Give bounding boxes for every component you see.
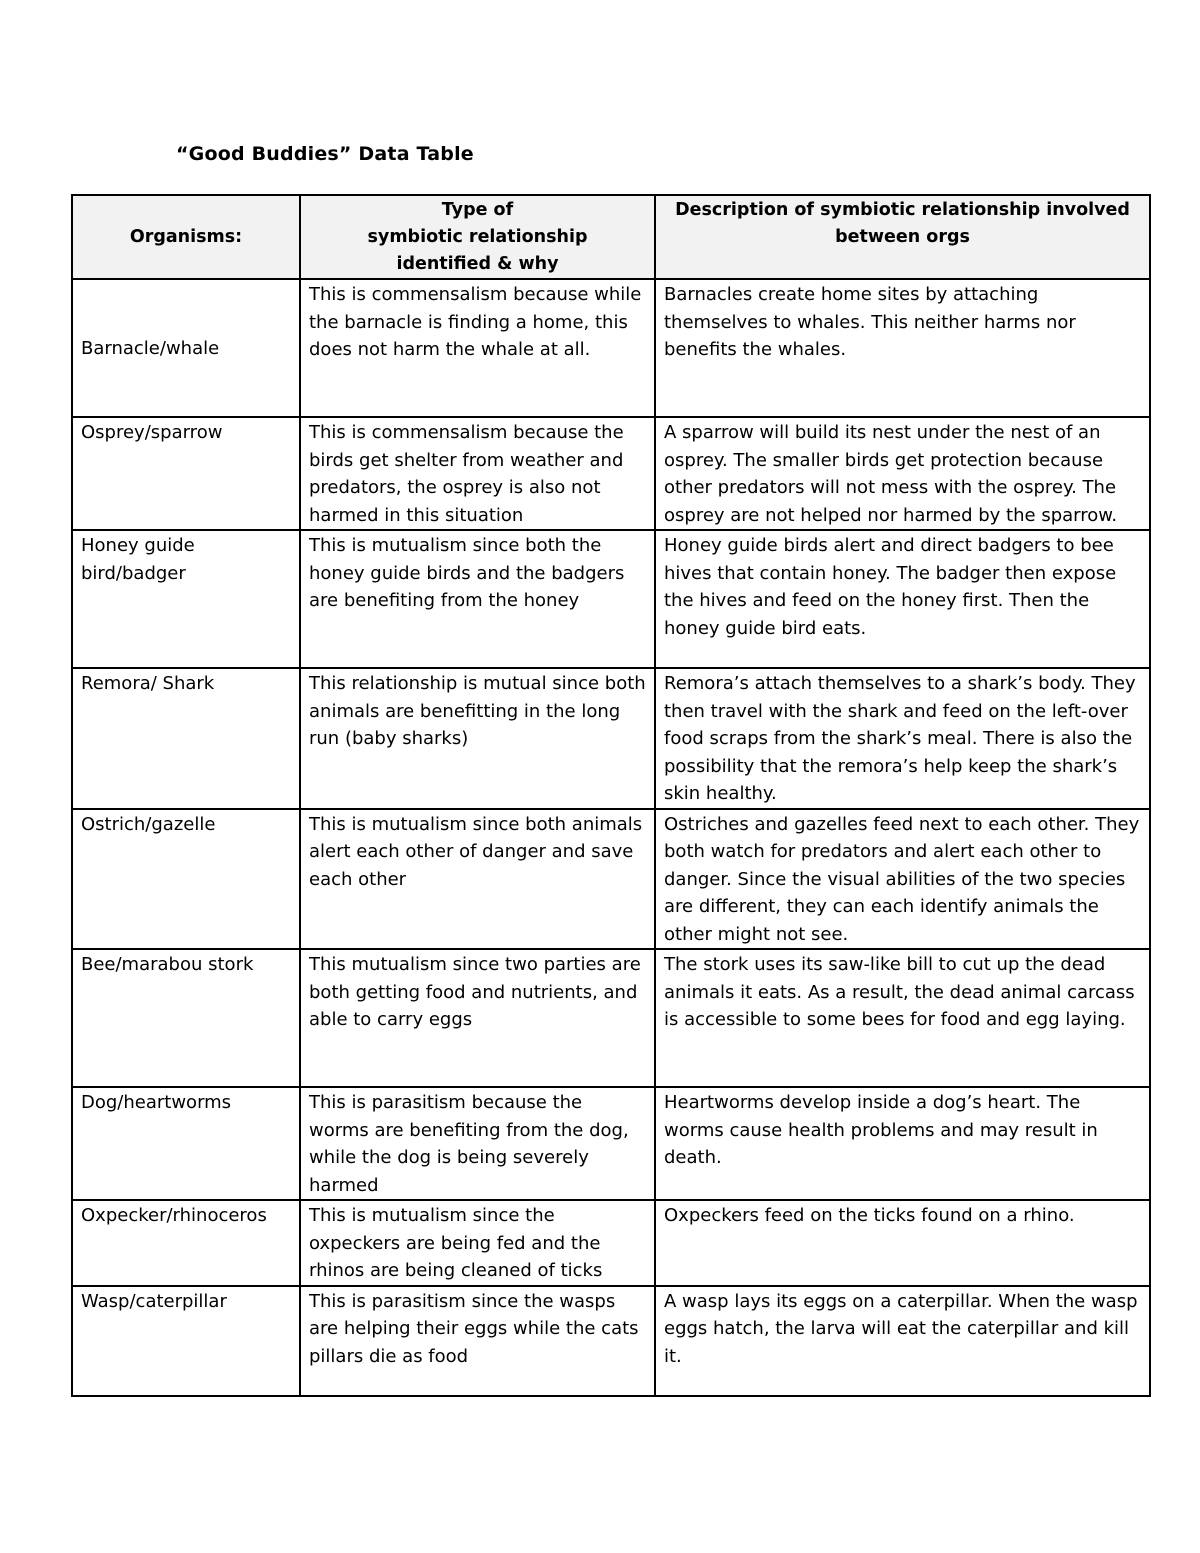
header-type-line: Type of (441, 200, 514, 220)
header-description (655, 195, 1150, 279)
page-title: “Good Buddies” Data Table (176, 143, 474, 165)
description-cell: Remora’s attach themselves to a shark’s body. They then travel with the shark and feed on the left-over food scraps from the shark’s meal. There is also the possibility that the remora’s help keep the shark’s skin healthy. (655, 668, 1150, 809)
type-cell: This is commensalism because while the barnacle is finding a home, this does not harm the whale at all. (300, 279, 655, 417)
table-row (72, 530, 1150, 668)
organisms-cell: Dog/heartworms (72, 1087, 300, 1200)
header-type-line: identified & why (396, 254, 559, 274)
header-type (300, 195, 655, 279)
organisms-cell: Remora/ Shark (72, 668, 300, 809)
header-description-line: Description of symbiotic relationship involved (675, 200, 1130, 220)
table-row (72, 949, 1150, 1087)
type-cell: This mutualism since two parties are both getting food and nutrients, and able to carry eggs (300, 949, 655, 1087)
header-type-line: symbiotic relationship (367, 227, 588, 247)
table-row (72, 279, 1150, 417)
table-row (72, 809, 1150, 950)
description-cell: A sparrow will build its nest under the nest of an osprey. The smaller birds get protection because other predators will not mess with the osprey. The osprey are not helped nor harmed by the sparrow. (655, 417, 1150, 530)
organisms-cell: Wasp/caterpillar (72, 1286, 300, 1396)
organisms-cell: Osprey/sparrow (72, 417, 300, 530)
organisms-cell: Honey guide bird/badger (72, 530, 300, 668)
type-cell: This is parasitism because the worms are benefiting from the dog, while the dog is being severely harmed (300, 1087, 655, 1200)
type-cell: This is parasitism since the wasps are helping their eggs while the cats pillars die as food (300, 1286, 655, 1396)
type-cell: This is mutualism since both animals alert each other of danger and save each other (300, 809, 655, 950)
description-cell: Barnacles create home sites by attaching themselves to whales. This neither harms nor benefits the whales. (655, 279, 1150, 417)
type-cell: This is mutualism since both the honey guide birds and the badgers are benefiting from the honey (300, 530, 655, 668)
organisms-cell: Bee/marabou stork (72, 949, 300, 1087)
data-table (71, 194, 1151, 1397)
organisms-cell: Barnacle/whale (72, 279, 300, 417)
type-cell: This relationship is mutual since both animals are benefitting in the long run (baby sharks) (300, 668, 655, 809)
table-row (72, 1087, 1150, 1200)
table-row (72, 1286, 1150, 1396)
description-cell: Honey guide birds alert and direct badgers to bee hives that contain honey. The badger then expose the hives and feed on the honey first. Then the honey guide bird eats. (655, 530, 1150, 668)
description-cell: Heartworms develop inside a dog’s heart. The worms cause health problems and may result in death. (655, 1087, 1150, 1200)
description-cell: Oxpeckers feed on the ticks found on a rhino. (655, 1200, 1150, 1286)
organisms-cell: Ostrich/gazelle (72, 809, 300, 950)
table-header-row (72, 195, 1150, 279)
type-cell: This is commensalism because the birds get shelter from weather and predators, the osprey is also not harmed in this situation (300, 417, 655, 530)
table-row (72, 1200, 1150, 1286)
description-cell: A wasp lays its eggs on a caterpillar. When the wasp eggs hatch, the larva will eat the caterpillar and kill it. (655, 1286, 1150, 1396)
table-row (72, 668, 1150, 809)
description-cell: The stork uses its saw-like bill to cut up the dead animals it eats. As a result, the dead animal carcass is accessible to some bees for food and egg laying. (655, 949, 1150, 1087)
header-description-line: between orgs (835, 227, 970, 247)
header-organisms-label: Organisms: (129, 227, 243, 247)
header-organisms (72, 195, 300, 279)
organisms-cell: Oxpecker/rhinoceros (72, 1200, 300, 1286)
type-cell: This is mutualism since the oxpeckers are being fed and the rhinos are being cleaned of ticks (300, 1200, 655, 1286)
description-cell: Ostriches and gazelles feed next to each other. They both watch for predators and alert each other to danger. Since the visual abilities of the two species are different, they can each identify animals the other might not see. (655, 809, 1150, 950)
table-row (72, 417, 1150, 530)
